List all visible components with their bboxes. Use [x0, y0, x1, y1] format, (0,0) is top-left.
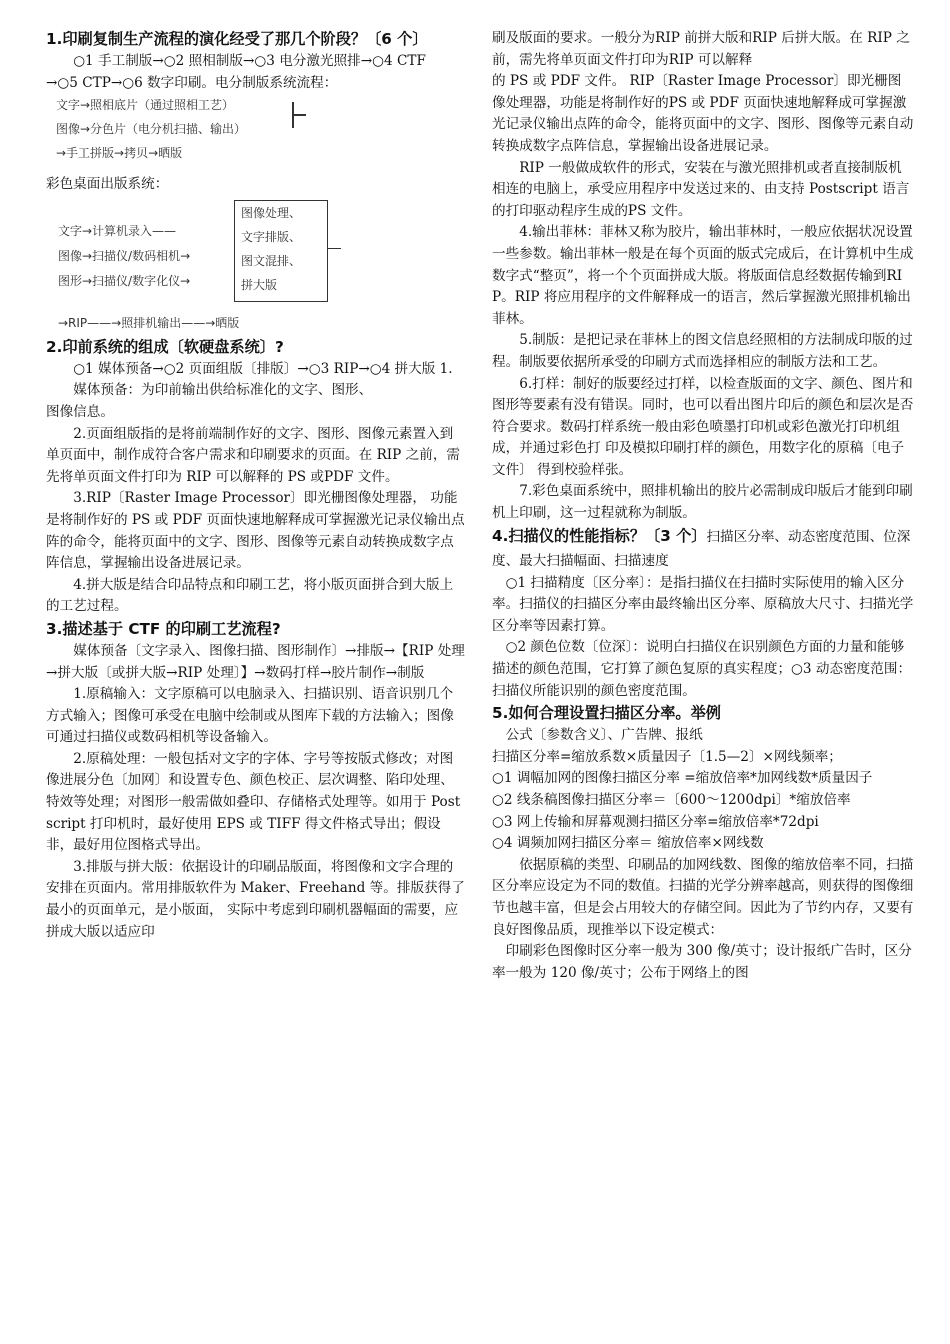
q3-paragraph-3: 3.排版与拼大版：依据设计的印刷品版面，将图像和文字合理的安排在页面内。常用排版软件为 Maker、Freehand 等。排版获得了最小的页面单元，是小版面， 实际中考虑到印刷机器幅面的需要，应拼成大版以适应印: [46, 858, 465, 940]
diagram1-row-image: 图像→分色片（电分机扫描、输出）: [56, 122, 247, 137]
q3-paragraph-1: 1.原稿输入：文字原稿可以电脑录入、扫描识别、语音识别几个方式输入；图像可承受在电脑中绘制或从图库下载的方法输入；图像可通过扫描仪或数码相机等设备输入。: [46, 686, 454, 746]
r-paragraph-3: RIP 一般做成软件的形式，安装在与激光照排机或者直接制版机相连的电脑上，承受应用程序中发送过来的、由支持 Postscript 语言的打印驱动程序生成的PS 文件。: [492, 159, 910, 219]
diagram2-input-image: 图像→扫描仪/数码相机→: [58, 248, 191, 263]
q5-formula-3: ○3 网上传输和屏幕观测扫描区分率=缩放倍率*72dpi: [492, 813, 819, 830]
q3-paragraph-2: 2.原稿处理：一般包括对文字的字体、字号等按版式修改；对图像进展分色〔加网〕和设置专色、颜色校正、层次调整、陷印处理、特效等处理；对图形一般需做如叠印、存储格式处理等。如用于 Postscript 打印机时，最好使用 EPS 或 TIFF 得文件格式导出；假设非，最好用位图格式导出。: [46, 750, 461, 854]
diagram2-box-line-2: 文字排版、: [241, 229, 302, 244]
q5-paragraph-0: 公式〔参数含义〕、广告牌、报纸: [505, 727, 703, 744]
diagram2-output-chain: →RIP——→照排机输出——→晒版: [58, 315, 240, 330]
r-paragraph-7: 7.彩色桌面系统中，照排机输出的胶片必需制成印版后才能到印刷机上印刷，这一过程就称为制版。: [492, 483, 913, 522]
r-paragraph-1: 刷及版面的要求。一般分为RIP 前拼大版和RIP 后拼大版。在 RIP 之前，需先将单页面文件打印为RIP 可以解释: [492, 30, 910, 68]
q5-formula-general: 扫描区分率=缩放系数×质量因子〔1.5—2〕×网线频率；: [492, 748, 842, 765]
electronic-plate-diagram: [46, 94, 466, 168]
r-paragraph-6: 6.打样：制好的版要经过打样，以检查版面的文字、颜色、图片和图形等要素有没有错误。同时，也可以看出图片印后的颜色和层次是否符合要求。数码打样系统一般由彩色喷墨打印机或彩色激光打印机组成，并通过彩色打 印及模拟印刷打样的颜色，用数字化的原稿〔电子文件〕 得到校验样张。: [492, 375, 914, 478]
diagram1-row-text: 文字→照相底片（通过照相工艺）: [56, 98, 235, 113]
diagram2-box-line-4: 拼大版: [241, 277, 278, 292]
r-paragraph-2: 的 PS 或 PDF 文件。 RIP〔Raster Image Processor〕即光栅图像处理器，功能是将制作好的PS 或 PDF 页面快速地解释成可掌握激光记录仪输出点阵的命令，能将页面中的文字、图形、图像等元素自动转换成数字点阵信息，掌握输出设备进展记录。: [492, 73, 914, 154]
q5-formula-1: ○1 调幅加网的图像扫描区分率 =缩放倍率*加网线数*质量因子: [492, 770, 873, 787]
q5-paragraph-2: 依据原稿的类型、印刷品的加网线数、图像的缩放倍率不同，扫描区分率应设定为不同的数值。扫描的光学分辨率越高，则获得的图像细节也越丰富，但是会占用较大的存储空间。因此为了节约内存，又要有良好图像品质，现推举以下设定模式：: [492, 856, 914, 938]
q2-paragraph-3: 3.RIP〔Raster Image Processor〕即光栅图像处理器， 功能是将制作好的 PS 或 PDF 页面快速地解释成可掌握激光记录仪输出点阵的命令，能将页面中的文字、图形、图像等元素自动转换成数字点阵信息，掌握输出设备进展记录。: [46, 490, 465, 572]
q2-paragraph-2: 2.页面组版指的是将前端制作好的文字、图形、图像元素置入到单页面中，制作成符合客户需求和印刷要求的页面。在 RIP 之前，需先将单页面文件打印为 RIP 可以解释的 PS 或PDF 文件。: [46, 425, 461, 485]
diagram2-input-graphic: 图形→扫描仪/数字化仪→: [58, 273, 191, 288]
q4-paragraph-2: ○2 颜色位数〔位深〕：说明白扫描仪在识别颜色方面的力量和能够描述的颜色范围，它打算了颜色复原的真实程度；○3 动态密度范围：扫描仪所能识别的颜色密度范围。: [492, 639, 912, 699]
diagram1-row-process: →手工拼版→拷贝→晒版: [56, 146, 183, 161]
q5-paragraph-3: 印刷彩色图像时区分率一般为 300 像/英寸；设计报纸广告时，区分率一般为 120 像/英寸；公布于网络上的图: [492, 943, 912, 981]
question-2-title: 2.印前系统的组成〔软硬盘系统〕?: [46, 337, 284, 356]
left-column: [46, 28, 466, 943]
q4-paragraph-1: ○1 扫描精度〔区分率〕：是指扫描仪在扫描时实际使用的输入区分率。扫描仪的扫描区分率由最终输出区分率、原稿放大尺寸、扫描光学区分率等因素打算。: [492, 574, 914, 634]
question-5-title: 5.如何合理设置扫描区分率。举例: [492, 704, 721, 723]
q2-paragraph-4: 4.拼大版是结合印品特点和印刷工艺，将小版页面拼合到大版上的工艺过程。: [46, 576, 454, 615]
r-paragraph-4: 4.输出菲林：菲林又称为胶片，输出菲林时，一般应依据状况设置一些参数。输出菲林一般是在每个页面的版式完成后，在计算机中生成数字式“整页”，将一个个页面拼成大版。将版面信息经数据传输到RIP。RIP 将应用程序的文件解释成一的语言，然后掌握激光照排机输出菲林。: [492, 224, 914, 327]
q4-title-text: 4.扫描仪的性能指标？〔3 个〕: [492, 526, 707, 545]
q3-paragraph-0: 媒体预备〔文字录入、图像扫描、图形制作〕→排版→【RIP 处理→拼大版〔或拼大版→RIP 处理〕】→数码打样→胶片制作→制版: [46, 642, 465, 681]
q2-paragraph-1b: 图像信息。: [46, 403, 114, 420]
question-3-title: 3.描述基于 CTF 的印刷工艺流程?: [46, 619, 281, 638]
diagram2-process-box: [234, 200, 328, 302]
diagram2-input-text: 文字→计算机录入——: [58, 223, 177, 238]
diagram1-arrow: [292, 114, 306, 116]
q5-formula-4: ○4 调频加网扫描区分率＝ 缩放倍率×网线数: [492, 835, 764, 852]
q4-title-rest: 扫描区分率、动态密度范围、位深度、最大扫描幅面、扫描速度: [492, 528, 911, 569]
right-column: [492, 28, 914, 984]
q1-stages-line-2: →○5 CTP→○6 数字印刷。电分制版系统流程：: [46, 74, 338, 91]
q1-stages-line: ○1 手工制版→○2 照相制版→○3 电分激光照排→○4 CTF: [73, 53, 426, 69]
desktop-publishing-label: 彩色桌面出版系统：: [46, 176, 169, 193]
r-paragraph-5: 5.制版：是把记录在菲林上的图文信息经照相的方法制成印版的过程。制版要依据所承受的印刷方式而选择相应的制版方法和工艺。: [492, 332, 913, 370]
diagram2-out-arrow: [327, 248, 341, 250]
diagram2-box-line-1: 图像处理、: [241, 205, 302, 220]
desktop-publishing-diagram: [46, 200, 466, 336]
question-4-title: [492, 525, 914, 573]
diagram2-box-line-3: 图文混排、: [241, 253, 302, 268]
question-1-title: 1.印刷复制生产流程的演化经受了那几个阶段？〔6 个〕: [46, 30, 428, 48]
q5-formula-2: ○2 线条稿图像扫描区分率＝〔600～1200dpi〕*缩放倍率: [492, 792, 851, 808]
q2-paragraph-1: ○1 媒体预备→○2 页面组版〔排版〕→○3 RIP→○4 拼大版 1.媒体预备：为印前输出供给标准化的文字、图形、: [73, 360, 453, 399]
